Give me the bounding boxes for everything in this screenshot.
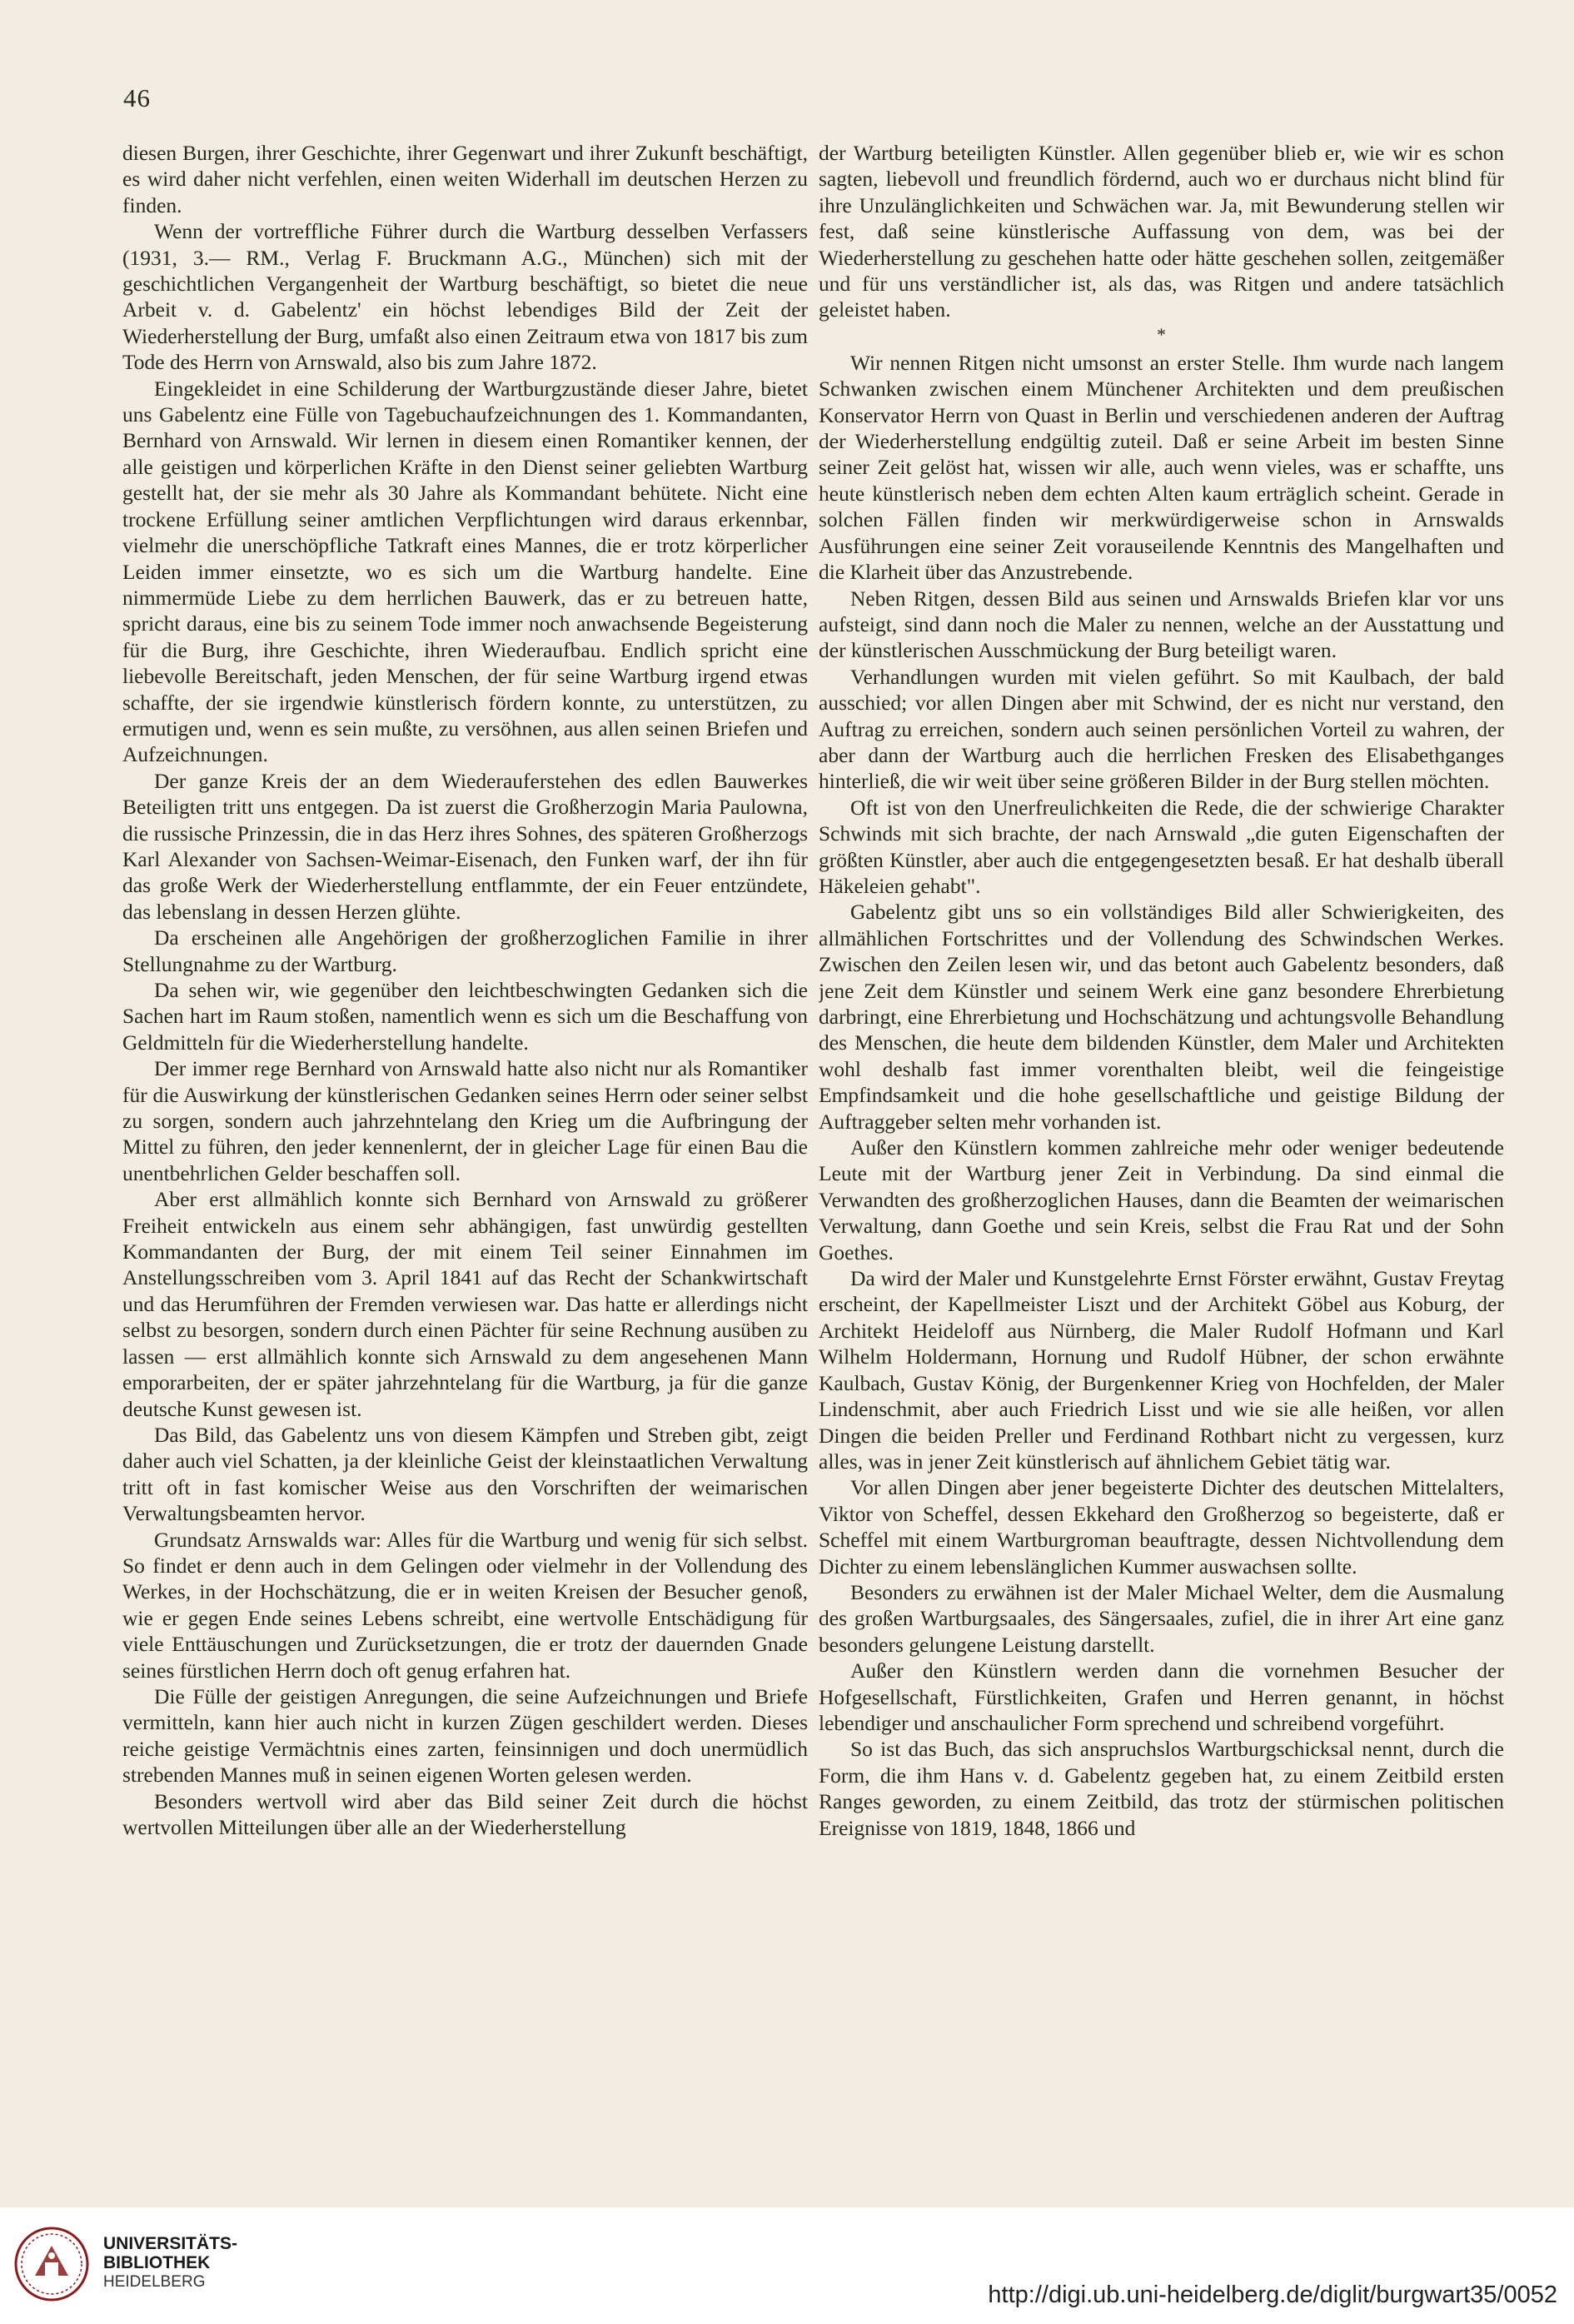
paragraph: Der immer rege Bernhard von Arnswald hatte also nicht nur als Romantiker für die Auswirkung der künstlerischen Gedanken seines Herrn oder seiner selbst zu sorgen, sondern auch jahrzehntelang den Krieg um die Aufbringung der Mittel zu führen, den jeder kennenlernt, der in gleicher Lage für einen Bau die unentbehrlichen Gelder beschaffen soll. xyxy=(122,1056,808,1185)
source-url[interactable]: http://digi.ub.uni-heidelberg.de/diglit/burgwart35/0052 xyxy=(988,2282,1557,2308)
library-footer xyxy=(0,2207,1574,2324)
paragraph: Grundsatz Arnswalds war: Alles für die Wartburg und wenig für sich selbst. So findet er denn auch in dem Gelingen oder vielmehr in der Vollendung des Werkes, in der Hochschätzung, die er in weiten Kreisen der Besucher genoß, wie er gegen Ende seines Lebens schreibt, eine wertvolle Entschädigung für viele Enttäuschungen und Zurücksetzungen, die er trotz der dauernden Gnade seines fürstlichen Herrn doch oft genug erfahren hat. xyxy=(122,1527,808,1683)
paragraph: Aber erst allmählich konnte sich Bernhard von Arnswald zu größerer Freiheit entwickeln aus einem sehr abhängigen, fast unwürdig gestellten Kommandanten der Burg, der mit einem Teil seiner Einnahmen im Anstellungsschreiben vom 3. April 1841 auf das Recht der Schankwirtschaft und das Herumführen der Fremden verwiesen war. Das hatte er allerdings nicht selbst zu besorgen, sondern durch einen Pächter für seine Rechnung ausüben zu lassen — erst allmählich konnte sich Arnswald zu dem angesehenen Mann emporarbeiten, der er später jahrzehntelang für die Wartburg, ja für die ganze deutsche Kunst gewesen ist. xyxy=(122,1187,808,1421)
paragraph: Der ganze Kreis der an dem Wiederauferstehen des edlen Bauwerkes Beteiligten tritt uns entgegen. Da ist zuerst die Großherzogin Maria Paulowna, die russische Prinzessin, die in das Herz ihres Sohnes, des späteren Großherzogs Karl Alexander von Sachsen-Weimar-Eisenach, den Funken warf, der ihn für das große Werk der Wiederherstellung entflammte, der ein Feuer entzündete, das lebenslang in dessen Herzen glühte. xyxy=(122,768,808,924)
paragraph: Besonders zu erwähnen ist der Maler Michael Welter, dem die Ausmalung des großen Wartburgsaales, des Sängersaales, zufiel, die in ihrer Art eine ganz besonders gelungene Leistung darstellt. xyxy=(819,1579,1504,1657)
page-number: 46 xyxy=(123,83,151,112)
section-divider-asterisk: * xyxy=(1157,323,1166,345)
paragraph: Oft ist von den Unerfreulichkeiten die Rede, die der schwierige Charakter Schwinds mit sich brachte, der nach Arnswald „die guten Eigenschaften der größten Künstler, aber auch die entgegengesetzten besaß. Er hat deshalb überall Häkeleien gehabt". xyxy=(819,795,1504,898)
paragraph: Da sehen wir, wie gegenüber den leichtbeschwingten Gedanken sich die Sachen hart im Raum stoßen, namentlich wenn es sich um die Beschaffung von Geldmitteln für die Wiederherstellung handelte. xyxy=(122,978,808,1055)
paragraph: Gabelentz gibt uns so ein vollständiges Bild aller Schwierigkeiten, des allmählichen Fortschrittes und der Vollendung des Schwindschen Werkes. Zwischen den Zeilen lesen wir, und das betont auch Gabelentz besonders, daß jene Zeit dem Künstler und seinem Werk eine ganz besondere Ehrerbietung darbringt, eine Ehrerbietung und Hochschätzung und achtungsvolle Behandlung des Menschen, die heute dem bildenden Künstler, dem Maler und Architekten wohl deshalb fast immer vorenthalten bleibt, weil die feingeistige Empfindsamkeit und die hohe gesellschaftliche und geistige Bildung der Auftraggeber selten mehr vorhanden ist. xyxy=(819,900,1504,1134)
paragraph: Außer den Künstlern kommen zahlreiche mehr oder weniger bedeutende Leute mit der Wartburg jener Zeit in Verbindung. Da sind einmal die Verwandten des großherzoglichen Hauses, dann die Beamten der weimarischen Verwaltung, dann Goethe und sein Kreis, selbst die Frau Rat und der Sohn Goethes. xyxy=(819,1135,1504,1264)
paragraph: der Wartburg beteiligten Künstler. Allen gegenüber blieb er, wie wir es schon sagten, liebevoll und freundlich fördernd, auch wo er durchaus nicht blind für ihre Unzulänglichkeiten und Schwächen war. Ja, mit Bewunderung stellen wir fest, daß seine künstlerische Auffassung von dem, was bei der Wiederherstellung zu geschehen hatte oder hätte geschehen sollen, zeitgemäßer und für uns verständlicher ist, als das, was Ritgen und andere tatsächlich geleistet haben. xyxy=(819,141,1504,322)
university-library-logo[interactable] xyxy=(13,2226,263,2309)
paragraph: Neben Ritgen, dessen Bild aus seinen und Arnswalds Briefen klar vor uns aufsteigt, sind dann noch die Maler zu nennen, welche an der Ausstattung und der künstlerischen Ausschmückung der Burg beteiligt waren. xyxy=(819,586,1504,663)
paragraph: diesen Burgen, ihrer Geschichte, ihrer Gegenwart und ihrer Zukunft beschäftigt, es wird daher nicht verfehlen, einen weiten Widerhall im deutschen Herzen zu finden. xyxy=(122,141,808,217)
logo-line: BIBLIOTHEK xyxy=(103,2253,211,2272)
paragraph: Vor allen Dingen aber jener begeisterte Dichter des deutschen Mittelalters, Viktor von Scheffel, dessen Ekkehard den Großherzog so begeisterte, daß er Scheffel mit einem Wartburgroman beauftragte, dessen Nichtvollendung dem Dichter zu einem lebenslänglichen Kummer auswachsen sollte. xyxy=(819,1475,1504,1578)
paragraph: Die Fülle der geistigen Anregungen, die seine Aufzeichnungen und Briefe vermitteln, kann hier auch nicht in kurzen Zügen geschildert werden. Dieses reiche geistige Vermächtnis eines zarten, feinsinnigen und doch unermüdlich strebenden Mannes muß in seinen eigenen Worten gelesen werden. xyxy=(122,1683,808,1788)
paragraph: Da wird der Maler und Kunstgelehrte Ernst Förster erwähnt, Gustav Freytag erscheint, der Kapellmeister Liszt und der Architekt Göbel aus Koburg, der Architekt Heideloff aus Nürnberg, die Maler Rudolf Hofmann und Karl Wilhelm Holdermann, Hornung und Rudolf Hübner, der schon erwähnte Kaulbach, Gustav König, der Burgenkenner Krieg von Hochfelden, der Maler Lindenschmit, aber auch Friedrich Lisst und wie sie alle heißen, vor allen Dingen die beiden Preller und Ferdinand Rothbart nicht zu vergessen, kurz alles, was in jener Zeit künstlerisch auf ähnlichem Gebiet tätig war. xyxy=(819,1266,1504,1474)
logo-line: UNIVERSITÄTS- xyxy=(103,2234,238,2253)
paragraph: Außer den Künstlern werden dann die vornehmen Besucher der Hofgesellschaft, Fürstlichkeiten, Grafen und Herren genannt, in höchst lebendiger und anschaulicher Form sprechend und schreibend vorgeführt. xyxy=(819,1658,1504,1735)
right-column xyxy=(819,140,1504,2181)
logo-text xyxy=(103,2234,237,2292)
paragraph: Verhandlungen wurden mit vielen geführt. So mit Kaulbach, der bald ausschied; vor allen Dingen aber mit Schwind, der es nicht nur verstand, den Auftrag zu erreichen, sondern auch seinen persönlichen Vorteil zu wahren, der aber dann der Wartburg auch die herrlichen Fresken des Elisabethganges hinterließ, die wir weit über seine größeren Bilder in der Burg stellen möchten. xyxy=(819,664,1504,794)
paragraph: Da erscheinen alle Angehörigen der großherzoglichen Familie in ihrer Stellungnahme zu der Wartburg. xyxy=(122,925,808,976)
logo-line: HEIDELBERG xyxy=(103,2273,206,2291)
paragraph: Eingekleidet in eine Schilderung der Wartburgzustände dieser Jahre, bietet uns Gabelentz eine Fülle von Tagebuchaufzeichnungen des 1. Kommandanten, Bernhard von Arnswald. Wir lernen in diesem einen Romantiker kennen, der alle geistigen und körperlichen Kräfte in den Dienst seiner geliebten Wartburg gestellt hat, der sie mehr als 30 Jahre als Kommandant behütete. Nicht eine trockene Erfüllung seiner amtlichen Verpflichtungen wird daraus erkennbar, vielmehr die unerschöpfliche Tatkraft eines Mannes, die er trotz körperlicher Leiden immer einsetzte, wo es sich um die Wartburg handelte. Eine nimmermüde Liebe zu dem herrlichen Bauwerk, das er zu betreuen hatte, spricht daraus, eine bis zu seinem Tode immer noch anwachsende Begeisterung für die Burg, ihre Geschichte, ihren Wiederaufbau. Endlich spricht eine liebevolle Bereitschaft, jeden Menschen, der für seine Wartburg irgend etwas schaffte, der sie irgendwie künstlerisch fördern konnte, zu unterstützen, zu ermutigen und, wenn es sein mußte, zu versöhnen, aus allen seinen Briefen und Aufzeichnungen. xyxy=(122,376,808,767)
heidelberg-seal-icon xyxy=(13,2226,90,2302)
paragraph: So ist das Buch, das sich anspruchslos Wartburgschicksal nennt, durch die Form, die ihm Hans v. d. Gabelentz gegeben hat, zu einem Zeitbild ersten Ranges geworden, zu einem Zeitbild, das trotz der stürmischen politischen Ereignisse von 1819, 1848, 1866 und xyxy=(819,1737,1504,1840)
paragraph: Besonders wertvoll wird aber das Bild seiner Zeit durch die höchst wertvollen Mitteilungen über alle an der Wiederherstellung xyxy=(122,1788,808,1839)
paragraph: Das Bild, das Gabelentz uns von diesem Kämpfen und Streben gibt, zeigt daher auch viel Schatten, ja der kleinliche Geist der kleinstaatlichen Verwaltung tritt oft in fast komischer Weise aus den Vorschriften der weimarischen Verwaltungsbeamten hervor. xyxy=(122,1422,808,1526)
left-column xyxy=(122,140,808,2181)
paragraph: Wir nennen Ritgen nicht umsonst an erster Stelle. Ihm wurde nach langem Schwanken zwischen einem Münchener Architekten und dem preußischen Konservator Herrn von Quast in Berlin und verschiedenen anderen der Auftrag der Wiederherstellung endgültig zuteil. Daß er seine Arbeit im besten Sinne seiner Zeit gelöst hat, wissen wir alle, auch wenn vieles, was er schaffte, uns heute künstlerisch neben dem echten Alten kaum erträglich scheint. Gerade in solchen Fällen finden wir merkwürdigerweise schon in Arnswalds Ausführungen eine seiner Zeit vorauseilende Kenntnis des Mangelhaften und die Klarheit über das Anzustrebende. xyxy=(819,350,1504,585)
paragraph: Wenn der vortreffliche Führer durch die Wartburg desselben Verfassers (1931, 3.— RM., Verlag F. Bruckmann A.G., München) sich mit der geschichtlichen Vergangenheit der Wartburg beschäftigt, so bietet die neue Arbeit v. d. Gabelentz' ein höchst lebendiges Bild der Zeit der Wiederherstellung der Burg, umfaßt also einen Zeitraum etwa von 1817 bis zum Tode des Herrn von Arnswald, also bis zum Jahre 1872. xyxy=(122,219,808,375)
